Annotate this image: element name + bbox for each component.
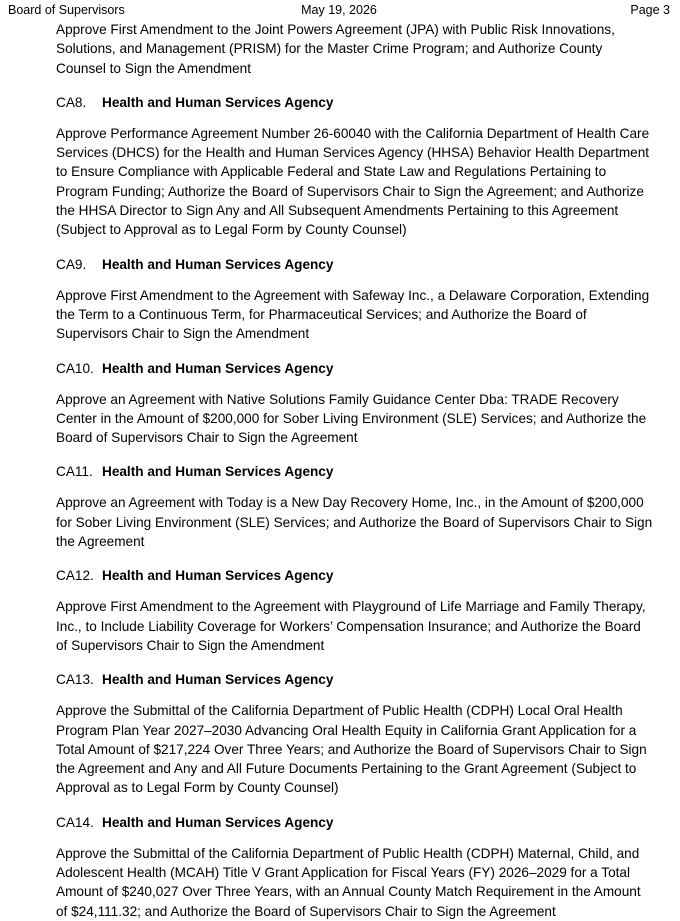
agenda-item-agency: Health and Human Services Agency (102, 814, 334, 830)
agenda-item-agency: Health and Human Services Agency (102, 256, 334, 272)
agenda-item-description: Approve an Agreement with Native Solutions Family Guidance Center Dba: TRADE Recovery Center in the Amount of $200,000 for Sober Living Environment (SLE) Services; and Authorize the Board of Supervisors Chair to Sign the Agreement (56, 391, 647, 446)
agenda-item-ca9 (56, 255, 654, 344)
agenda-item-ca8 (56, 93, 654, 240)
agenda-item-agency: Health and Human Services Agency (102, 568, 334, 584)
agenda-content (56, 20, 654, 921)
agenda-item-description: Approve the Submittal of the California Department of Public Health (CDPH) Maternal, Child, and Adolescent Health (MCAH) Title V Grant Application for Fiscal Years (FY) 2026–2029 for a Total Amount of $240,027 Over Three Years, with an Annual County Match Requirement in the Amount of $24,111.32; and Authorize the Board of Supervisors Chair to Sign the Agreement (56, 845, 641, 919)
agenda-item-number: CA11. (56, 464, 93, 480)
header-board-title: Board of Supervisors (8, 3, 125, 17)
agenda-item-ca10 (56, 359, 654, 448)
agenda-item-heading (56, 670, 654, 689)
agenda-item-heading (56, 566, 654, 585)
agenda-item-number: CA12. (56, 568, 94, 584)
page-header (8, 2, 670, 18)
agenda-item-number: CA14. (56, 814, 94, 830)
agenda-item-ca13 (56, 670, 654, 797)
agenda-item-description: Approve an Agreement with Today is a New Day Recovery Home, Inc., in the Amount of $200,000 for Sober Living Environment (SLE) Services; and Authorize the Board of Supervisors Chair to Sign the Agreement (56, 495, 653, 550)
agenda-item-agency: Health and Human Services Agency (102, 464, 334, 480)
header-page-number: Page 3 (630, 3, 670, 17)
header-date: May 19, 2026 (301, 3, 377, 17)
agenda-item-agency: Health and Human Services Agency (102, 360, 334, 376)
agenda-item-heading (56, 93, 654, 112)
agenda-item-number: CA10. (56, 360, 94, 376)
agenda-item-ca14 (56, 813, 654, 921)
agenda-item-agency: Health and Human Services Agency (102, 94, 334, 110)
agenda-item-description: Approve the Submittal of the California Department of Public Health (CDPH) Local Oral Health Program Plan Year 2027–2030 Advancing Oral Health Equity in California Grant Application for a Total Amount of $217,224 Over Three Years; and Authorize the Board of Supervisors Chair to Sign the Agreement and Any and All Future Documents Pertaining to the Grant Agreement (Subject to Approval as to Legal Form by County Counsel) (56, 703, 647, 796)
agenda-item-heading (56, 359, 654, 378)
continued-item-text: Approve First Amendment to the Joint Powers Agreement (JPA) with Public Risk Innovations, Solutions, and Management (PRISM) for the Master Crime Program; and Authorize County Counsel to Sign the Amendment (56, 22, 615, 76)
agenda-item-number: CA9. (56, 256, 87, 272)
agenda-item-description: Approve Performance Agreement Number 26-60040 with the California Department of Health Care Services (DHCS) for the Health and Human Services Agency (HHSA) Behavior Health Department to Ensure Compliance with Applicable Federal and State Law and Regulations Pertaining to Program Funding; Authorize the Board of Supervisors Chair to Sign the Agreement; and Authorize the HHSA Director to Sign Any and All Subsequent Amendments Pertaining to this Agreement (Subject to Approval as to Legal Form by County Counsel) (56, 125, 650, 238)
agenda-item-description: Approve First Amendment to the Agreement with Playground of Life Marriage and Family Therapy, Inc., to Include Liability Coverage for Workers’ Compensation Insurance; and Authorize the Board of Supervisors Chair to Sign the Amendment (56, 599, 646, 653)
agenda-item-heading (56, 462, 654, 481)
agenda-item-description: Approve First Amendment to the Agreement with Safeway Inc., a Delaware Corporation, Extending the Term to a Continuous Term, for Pharmaceutical Services; and Authorize the Board of Supervisors Chair to Sign the Amendment (56, 287, 650, 342)
agenda-item-ca11 (56, 462, 654, 551)
agenda-item-number: CA8. (56, 94, 87, 110)
agenda-item-ca12 (56, 566, 654, 655)
agenda-item-number: CA13. (56, 672, 94, 688)
agenda-item-heading (56, 255, 654, 274)
agenda-item-agency: Health and Human Services Agency (102, 672, 334, 688)
agenda-item-heading (56, 813, 654, 832)
